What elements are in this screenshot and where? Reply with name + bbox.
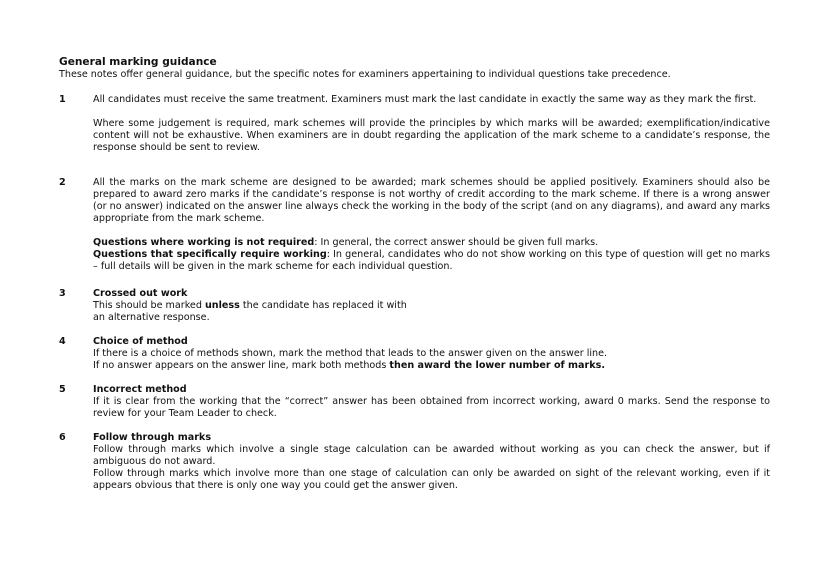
item-2-questions — [93, 237, 770, 273]
item-4-line-2 — [93, 360, 770, 372]
page-title: General marking guidance — [59, 56, 217, 68]
item-3-unless: unless — [204, 300, 240, 311]
working-required-label: Questions that specifically require working — [93, 249, 327, 260]
item-number-4: 4 — [59, 336, 66, 347]
item-number-6: 6 — [59, 432, 66, 443]
item-2 — [93, 177, 770, 273]
working-not-required-label: Questions where working is not required — [93, 237, 315, 248]
item-6-paragraph-2: Follow through marks which involve more than one stage of calculation can only be awarded on sight of the relevant working, even if it appears obvious that there is only one way you could get the answer given. — [93, 468, 770, 491]
item-3-line-1-end: the candidate has replaced it with — [239, 300, 407, 311]
item-3-line-2: an alternative response. — [93, 312, 210, 323]
item-number-5: 5 — [59, 384, 66, 395]
item-3-line-1-start: This should be marked — [93, 300, 205, 311]
item-6 — [93, 432, 770, 492]
item-6-title: Follow through marks — [93, 432, 212, 443]
item-3-line-1 — [93, 300, 770, 312]
item-1-paragraph-2: Where some judgement is required, mark schemes will provide the principles by which marks will be awarded; exemplification/indicative content will not be exhaustive. When examiners are in doubt regarding the application of the mark scheme to a candidate’s response, the response should be sent to review. — [93, 118, 770, 153]
working-required-text: : In general, candidates who do not show working on this type of question will get no marks – full details will be given in the mark scheme for each individual question. — [93, 249, 770, 272]
item-4-line-2-start: If no answer appears on the answer line, mark both methods — [93, 360, 390, 371]
item-4-lower-marks: then award the lower number of marks. — [389, 360, 605, 371]
item-5-title: Incorrect method — [93, 384, 187, 395]
item-4-title: Choice of method — [93, 336, 188, 347]
item-4-line-1: If there is a choice of methods shown, mark the method that leads to the answer given on the answer line. — [93, 348, 608, 359]
item-number-3: 3 — [59, 288, 66, 299]
working-not-required-text: : In general, the correct answer should be given full marks. — [314, 237, 599, 248]
item-4 — [93, 336, 770, 372]
item-6-paragraph-1: Follow through marks which involve a single stage calculation can be awarded without working as you can check the answer, but if ambiguous do not award. — [93, 444, 770, 467]
item-3 — [93, 288, 770, 324]
item-3-title: Crossed out work — [93, 288, 188, 299]
item-2-paragraph-1: All the marks on the mark scheme are designed to be awarded; mark schemes should be applied positively. Examiners should also be prepared to award zero marks if the candidate’s response is not worthy of credit according to the mark scheme. If there is a wrong answer (or no answer) indicated on the answer line always check the working in the body of the script (and on any diagrams), and award any marks appropriate from the mark scheme. — [93, 177, 770, 224]
item-5-text: If it is clear from the working that the “correct” answer has been obtained from incorrect working, award 0 marks. Send the response to review for your Team Leader to check. — [93, 396, 770, 419]
item-number-1: 1 — [59, 94, 66, 105]
intro-text: These notes offer general guidance, but the specific notes for examiners appertaining to individual questions take precedence. — [59, 69, 671, 80]
item-1 — [93, 94, 770, 154]
item-5 — [93, 384, 770, 420]
item-number-2: 2 — [59, 177, 66, 188]
item-1-paragraph-1: All candidates must receive the same treatment. Examiners must mark the last candidate in exactly the same way as they mark the first. — [93, 94, 757, 105]
